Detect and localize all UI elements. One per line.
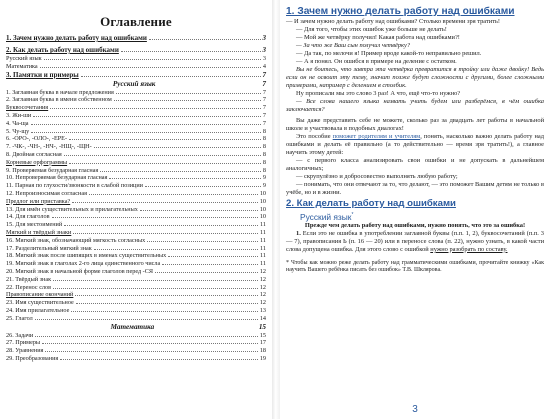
toc-entry[interactable]: [6, 96, 266, 104]
toc-leader-dots: [44, 55, 261, 60]
toc-entry[interactable]: [6, 276, 266, 284]
body-paragraph-1: Вы даже представить себе не можете, сколько раз за двадцать лет работы в начальной школе и участвовала в подобных диалогах!: [286, 117, 544, 132]
toc-leader-dots: [73, 229, 258, 234]
toc-entry[interactable]: [6, 120, 266, 128]
goal-item-3: — понимать, что они отвечают за то, что делают, — это поможет Вашим детям не только в учёбе, но и в жизни.: [286, 181, 544, 196]
toc-entry-page: 8: [262, 143, 266, 151]
toc-section[interactable]: [6, 80, 266, 89]
toc-entry-page: 11: [260, 221, 266, 229]
body-paragraph-2-start: Это пособие: [296, 133, 331, 140]
page-number: 3: [412, 404, 418, 415]
toc-entry-label: 2. Как делать работу над ошибками: [6, 46, 119, 54]
toc-entry-page: 7: [262, 88, 266, 96]
toc-entry-page: 12: [259, 291, 266, 299]
toc-entry[interactable]: [6, 245, 266, 253]
toc-entry-page: 4: [262, 62, 266, 70]
toc-entry-page: 3: [262, 46, 266, 54]
toc-entry[interactable]: [6, 190, 266, 198]
toc-entry-page: 12: [259, 275, 266, 283]
toc-leader-dots: [64, 151, 261, 156]
toc-entry-label: 8. Двойная согласная: [6, 150, 62, 158]
toc-entry[interactable]: [6, 347, 266, 355]
toc-section[interactable]: [6, 323, 266, 332]
toc-entry-page: 3: [262, 34, 266, 42]
dialogue-line-7: Вы не боитесь, что завтра эта четвёрка превратится в тройку или даже двойку! Ведь если он не освоит эту тему, значит позже будут сложности с другими, более сложными примерами, например с делением в столбик.: [286, 66, 544, 89]
toc-entry[interactable]: [6, 339, 266, 347]
toc-entry[interactable]: [6, 299, 266, 307]
toc-entry-page: 11: [260, 260, 266, 268]
toc-entry[interactable]: [6, 260, 266, 268]
toc-entry[interactable]: [6, 63, 266, 71]
toc-entry[interactable]: [6, 104, 266, 112]
toc-entry-label: 26. Задачи: [6, 331, 34, 339]
toc-entry-label: 5. Чу-щу: [6, 127, 30, 135]
subheading-russian: [286, 210, 544, 222]
toc-leader-dots: [33, 112, 261, 117]
toc-entry-label: Мягкий и твёрдый знаки: [6, 228, 72, 236]
toc-entry-label: 14. Для глаголов: [6, 213, 50, 221]
toc-entry-label: Буквосочетания: [6, 104, 49, 112]
heading-why: 1. Зачем нужно делать работу над ошибками: [286, 6, 515, 17]
toc-entry-label: 18. Мягкий знак после шипящих в именах существительных: [6, 252, 167, 260]
toc-leader-dots: [52, 213, 258, 218]
toc-entry[interactable]: [6, 229, 266, 237]
toc-entry[interactable]: [6, 252, 266, 260]
toc-leader-dots: [45, 347, 257, 352]
toc-entry[interactable]: [6, 128, 266, 136]
toc-entry-page: 8: [262, 158, 266, 166]
toc-entry-label: 2. Заглавная буква в имени собственном: [6, 96, 112, 104]
toc-leader-dots: [109, 174, 261, 179]
step-1: [286, 230, 544, 254]
goal-item-2: — скрупулёзно и добросовестно выполнять любую работу;: [296, 173, 458, 180]
toc-entry-page: 12: [259, 267, 266, 275]
toc-entry-label: 9. Проверяемая безударная гласная: [6, 166, 99, 174]
toc-entry-label: 15. Для местоимений: [6, 221, 63, 229]
toc-entry[interactable]: [6, 71, 266, 80]
toc-entry-page: 7: [262, 111, 266, 119]
toc-entry[interactable]: [6, 291, 266, 299]
toc-entry-label: 29. Преобразования: [6, 354, 59, 362]
toc-entry-page: 10: [259, 189, 266, 197]
toc-entry-label: 28. Уравнения: [6, 347, 44, 355]
toc-entry[interactable]: [6, 332, 266, 340]
toc-entry[interactable]: [6, 143, 266, 151]
toc-leader-dots: [89, 190, 258, 195]
toc-entry-page: 10: [259, 205, 266, 213]
toc-entry-label: 3. Памятки и примеры: [6, 70, 79, 79]
toc-entry-label: 10. Непроверяемая безударная гласная: [6, 174, 108, 182]
toc-entry-label: 27. Примеры: [6, 339, 41, 347]
toc-leader-dots: [81, 72, 261, 77]
toc-entry-page: 3: [262, 55, 266, 62]
toc-entry-page: 11: [260, 236, 266, 244]
toc-leader-dots: [42, 339, 258, 344]
toc-entry-label: 19. Мягкий знак в глаголах 2-го лица единственного числа: [6, 260, 161, 268]
toc-entry[interactable]: [6, 159, 266, 167]
dialogue-line-8: Ну прописали мы это слово 3 раз! А что, ещё что-то нужно?: [296, 90, 461, 97]
toc-leader-dots: [168, 252, 258, 257]
toc-entry-page: 14: [259, 314, 266, 322]
dialogue-line-9: — Все слова нашего языка назвать учить будем или разберёмся, в чём ошибка заключается?: [286, 98, 544, 113]
toc-leader-dots: [140, 206, 258, 211]
toc-entry-label: Корневые орфограммы: [6, 158, 68, 166]
toc-entry-page: 11: [260, 228, 266, 236]
toc-page: [0, 0, 272, 419]
toc-entry-page: 11: [260, 252, 266, 260]
toc-entry-page: 19: [259, 354, 266, 362]
toc-entry-page: 7: [262, 96, 266, 104]
toc-entry-label: 17. Разделительный мягкий знак: [6, 244, 92, 252]
toc-entry-page: 15: [258, 322, 266, 331]
toc-entry-label: Предлог или приставка?: [6, 197, 71, 205]
footnote: * Чтобы как можно реже делать работу над грамматическими ошибками, прочитайте книжку «Как научить Вашего ребёнка писать без ошибок» Т.В. Шклярова.: [286, 259, 544, 274]
toc-entry[interactable]: [6, 237, 266, 245]
subheading-russian-label: Русский язык: [300, 211, 352, 222]
toc-entry-label: 1. Зачем нужно делать работу над ошибками: [6, 34, 147, 42]
toc-leader-dots: [149, 35, 261, 40]
toc-leader-dots: [53, 276, 258, 281]
dialogue-line-6: — А я понял. Он ошибся в примере на деление с остатком.: [296, 58, 457, 65]
toc-entry-page: 7: [262, 70, 266, 79]
toc-leader-dots: [69, 135, 261, 140]
toc-leader-dots: [100, 167, 261, 172]
toc-entry-label: 21. Твёрдый знак: [6, 275, 52, 283]
dialogue-line-3: — Мой же четвёрку получил! Какая работа над ошибками?!: [296, 34, 460, 41]
toc-entry-page: 18: [259, 347, 266, 355]
toc-entry-label: 6. -ОРО-, -ОЛО-, -ЕРЕ-: [6, 135, 68, 143]
toc-entry[interactable]: [6, 315, 266, 323]
page-gutter: [272, 0, 280, 419]
toc-entry-label: 24. Имя прилагательное: [6, 306, 70, 314]
toc-entry-label: Русский язык: [6, 55, 42, 62]
dialogue-line-4: — За что же Ваш сын получил четвёрку?: [296, 42, 411, 49]
toc-leader-dots: [116, 89, 261, 94]
toc-entry-page: 8: [262, 135, 266, 143]
toc-entry[interactable]: [6, 174, 266, 182]
toc-entry-label: Математика: [6, 62, 38, 70]
toc-entry[interactable]: [6, 55, 266, 63]
heading-how: 2. Как делать работу над ошибками: [286, 198, 456, 209]
toc-entry-page: 17: [259, 339, 266, 347]
toc-entry[interactable]: [6, 213, 266, 221]
toc-leader-dots: [76, 299, 258, 304]
content-page: [280, 0, 550, 419]
toc-entry-page: 10: [259, 213, 266, 221]
toc-entry[interactable]: [6, 198, 266, 206]
toc-entry-page: 7: [262, 119, 266, 127]
toc-entry-page: 7: [262, 79, 266, 88]
toc-leader-dots: [145, 182, 261, 187]
toc-entry-page: 12: [259, 299, 266, 307]
toc-entry[interactable]: [6, 89, 266, 97]
toc-entry[interactable]: [6, 268, 266, 276]
toc-entry-label: 20. Мягкий знак в начальной форме глаголов перед -СЯ: [6, 267, 153, 275]
toc-entry[interactable]: [6, 284, 266, 292]
toc-entry-page: 11: [260, 244, 266, 252]
toc-entry-label: 3. Жи-ши: [6, 111, 32, 119]
toc-entry[interactable]: [6, 34, 266, 43]
toc-entry-label: 1. Заглавная буква в начале предложения: [6, 88, 114, 96]
toc-leader-dots: [64, 221, 258, 226]
toc-entry-label: 13. Для имён существительных и прилагательных: [6, 205, 138, 213]
toc-list: [6, 34, 266, 363]
toc-entry-page: 7: [262, 104, 266, 112]
toc-entry-page: 8: [262, 166, 266, 174]
toc-entry-label: 11. Парная по глухости/звонкости в слабой позиции: [6, 182, 143, 190]
lead-instruction: Прежде чем делать работу над ошибками, нужно понять, что это за ошибка!: [304, 221, 526, 229]
toc-entry[interactable]: [6, 182, 266, 190]
toc-entry-page: 9: [262, 182, 266, 190]
toc-entry-label: 23. Имя существительное: [6, 299, 74, 307]
toc-entry-label: Русский язык: [112, 79, 156, 88]
toc-leader-dots: [162, 260, 258, 265]
parents-teachers-highlight: поможет родителям и учителям: [332, 133, 421, 140]
toc-entry[interactable]: [6, 151, 266, 159]
goal-item-1: — с первого класса анализировать свои ошибки и не допускать в дальнейшем аналогичных;: [286, 157, 544, 172]
toc-entry-label: 22. Перенос слов: [6, 283, 52, 291]
toc-entry[interactable]: [6, 112, 266, 120]
toc-entry-page: 10: [259, 197, 266, 205]
toc-entry-label: 7. -ЧК-, -ЧН-, -НЧ-, -НЩ-, -ЩН-: [6, 143, 92, 151]
toc-entry-page: 8: [262, 127, 266, 135]
toc-entry-page: 8: [262, 150, 266, 158]
toc-leader-dots: [121, 47, 261, 52]
body-paragraph-2-end: понять, насколько важно делать работу над ошибками и делать её правильно (а то действительно — время зря тратить!), а главное научить этому детей:: [286, 133, 545, 156]
toc-entry[interactable]: [6, 307, 266, 315]
toc-leader-dots: [94, 245, 258, 250]
dialogue-line-2: — Для того, чтобы этих ошибок уже больше не делать!: [296, 26, 447, 33]
step-1-number: 1.: [296, 229, 301, 237]
toc-leader-dots: [75, 291, 257, 296]
toc-entry-page: 12: [259, 283, 266, 291]
body-paragraph-2: Это пособие поможет родителям и учителям, понять, насколько важно делать работу над ошибками и делать её правильно (а то действительно — время зря тратить!), а главное научить этому детей:: [286, 133, 545, 156]
toc-entry[interactable]: [6, 206, 266, 214]
dialogue-line-1: — И зачем нужно делать работу над ошибками? Столько времени зря тратить!: [286, 18, 501, 25]
toc-leader-dots: [71, 307, 257, 312]
toc-entry[interactable]: [6, 46, 266, 55]
toc-entry[interactable]: [6, 221, 266, 229]
toc-entry-label: 4. Ча-ща: [6, 119, 29, 127]
toc-leader-dots: [31, 120, 261, 125]
toc-leader-dots: [40, 63, 261, 68]
toc-leader-dots: [69, 159, 261, 164]
toc-leader-dots: [114, 96, 261, 101]
toc-entry-page: 9: [262, 174, 266, 182]
toc-leader-dots: [35, 315, 258, 320]
toc-leader-dots: [94, 143, 261, 148]
toc-leader-dots: [53, 284, 258, 289]
step-1-emphasis: нужно разобрать по составу.: [430, 245, 508, 253]
footnote-mark: *: [351, 212, 354, 218]
toc-entry[interactable]: [6, 355, 266, 363]
toc-entry-label: Правописание окончаний: [6, 291, 74, 299]
toc-entry-label: 25. Глагол: [6, 314, 33, 322]
toc-entry-label: 12. Непроизносимая согласная: [6, 189, 87, 197]
toc-leader-dots: [50, 104, 261, 109]
toc-leader-dots: [72, 198, 258, 203]
toc-leader-dots: [155, 268, 258, 273]
toc-leader-dots: [35, 332, 258, 337]
step-1-text: Если это не ошибка в употреблении заглавной буквы (п.п. 1, 2), буквосочетаний (п.п. 3 — 7), правописания Ь (п. 16 — 20) или в переносе слова (п. 22), нужно узнать, в какой части слова допущена ошибка. Для этого слово с ошибкой: [286, 229, 544, 253]
toc-leader-dots: [60, 355, 258, 360]
dialogue-line-5: — Да так, по мелочи я! Пример вроде какой-то неправильно решил.: [296, 50, 482, 57]
toc-entry-label: 16. Мягкий знак, обозначающий мягкость согласных: [6, 236, 146, 244]
toc-leader-dots: [147, 237, 258, 242]
toc-entry-page: 15: [259, 331, 266, 339]
toc-title: Оглавление: [100, 14, 172, 29]
toc-entry[interactable]: [6, 135, 266, 143]
toc-entry[interactable]: [6, 167, 266, 175]
toc-leader-dots: [31, 128, 261, 133]
toc-entry-page: 13: [259, 306, 266, 314]
toc-entry-label: Математика: [110, 322, 155, 331]
